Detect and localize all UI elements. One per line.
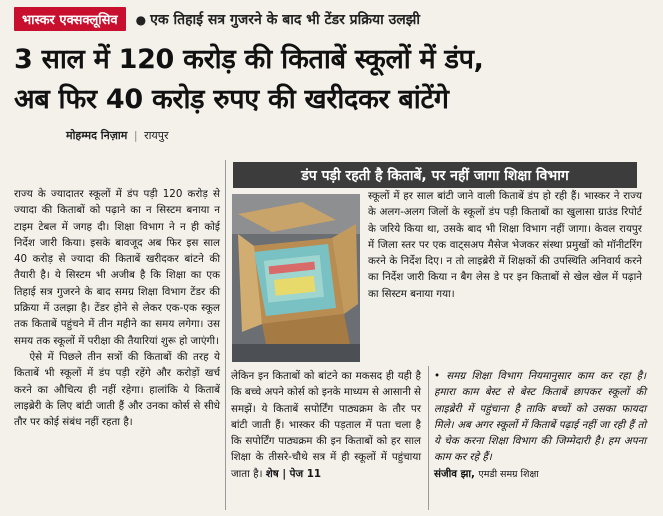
paragraph: राज्य के ज्यादातर स्कूलों में डंप पड़ी 120 करोड़ से ज्यादा की किताबों को पढ़ाने का न सिस्टम बनाया न टाइम टेबल में जगह दी। शिक्षा विभाग ने न ही कोई निर्देश जारी किया। इसके बावजूद अब फिर इस साल 40 करोड़ से ज्यादा की किताबें खरीदकर बांटने की तैयारी है। ये सिस्टम भी अजीब है कि शिक्षा का एक तिहाई सत्र गुजरने के बाद समग्र शिक्षा विभाग टेंडर की प्रक्रिया में उलझा है। टेंडर होने से लेकर एक-एक स्कूल तक किताबें पहुंचने में तीन महीने का समय लगेगा। उस समय तक स्कूलों में परीक्षा की तैयारियां शुरू हो जाएंगी। (14, 188, 220, 347)
paragraph (231, 368, 421, 482)
book-box-image (232, 194, 360, 362)
quote-author: संजीव झा, (434, 467, 475, 480)
quote-designation: एमडी समग्र शिक्षा (478, 468, 539, 480)
headline-line-2: अब फिर 40 करोड़ रुपए की खरीदकर बांटेंगे (14, 84, 449, 115)
article-column-1 (14, 186, 220, 430)
column-divider (225, 160, 226, 510)
byline-city: रायपुर (144, 129, 169, 142)
exclusive-badge: भास्कर एक्सक्लूसिव (14, 7, 126, 31)
official-quote-box (434, 368, 646, 483)
kicker-label: एक तिहाई सत्र गुजरने के बाद भी टेंडर प्रक्रिया उलझी (150, 11, 421, 28)
photo-book-box (232, 194, 360, 362)
article-column-2-bottom (231, 368, 421, 482)
headline-line-1: 3 साल में 120 करोड़ की किताबें स्कूलों में डंप, (14, 44, 484, 75)
byline (66, 128, 169, 143)
headline (14, 40, 654, 120)
paragraph: ऐसे में पिछले तीन सत्रों की किताबों की तरह ये किताबें भी स्कूलों में डंप पड़ी रहेंगे और करोड़ों खर्च करने का औचित्य ही नहीं रहेगा। हालांकि ये किताबें लाइब्रेरी के लिए बांटी जाती हैं और उनका कोर्स से सीधे तौर पर कोई संबंध नहीं रहता है। (14, 350, 220, 429)
column-divider (428, 366, 429, 510)
paragraph: स्कूलों में हर साल बांटी जाने वाली किताबें डंप हो रही हैं। भास्कर ने राज्य के अलग-अलग जिलों के स्कूलों डंप पड़ी किताबों का खुलासा ग्राउंड रिपोर्ट के जरिये किया था, उसके बाद भी शिक्षा विभाग नहीं जागा। केवल रायपुर में जिला स्तर पर एक वाट्सअप मैसेज भेजकर संस्था प्रमुखों को मॉनीटरिंग करने के निर्देश दिए। न तो लाइब्रेरी में शिक्षकों की उपस्थिति अनिवार्य करने का निर्देश जारी किया न बैग लेस डे पर इन किताबों से खेल खेल में पढ़ाने का सिस्टम बनाया गया। (368, 190, 642, 300)
paragraph-text: लेकिन इन किताबों को बांटने का मकसद ही यही है कि बच्चे अपने कोर्स को इनके माध्यम से आसानी से समझें। ये किताबें सपोर्टिंग पाठ्यक्रम के तौर पर बांटी जाती हैं। भास्कर की पड़ताल में पता चला है कि सपोर्टिंग पाठ्यक्रम की इन किताबों को हर साल शिक्षा के तीसरे-चौथे सत्र में ही स्कूलों में पहुंचाया जाता है। (231, 370, 421, 480)
byline-separator: | (133, 129, 138, 142)
quote-attribution (434, 466, 646, 483)
subheadline-bar: डंप पड़ी रहती है किताबें, पर नहीं जागा शिक्षा विभाग (233, 162, 637, 188)
bullet-icon: ● (135, 12, 147, 27)
continued-page-ref: शेष | पेज 11 (265, 467, 322, 480)
quote-text: • समग्र शिक्षा विभाग नियमानुसार काम कर रहा है। हमारा काम बेस्ट से बेस्ट किताबें छापकर स्कूलों की लाइब्रेरी में पहुंचाना है ताकि बच्चों को उसका फायदा मिले। अब अगर स्कूलों में किताबें पढ़ाई नहीं जा रही हैं तो ये चेक करना शिक्षा विभाग की जिम्मेदारी है। हम अपना काम कर रहे हैं। (434, 370, 646, 464)
kicker-text (136, 10, 420, 29)
byline-author: मोहम्मद निज़ाम (66, 129, 128, 142)
kicker-row (14, 6, 420, 32)
article-column-2-top (368, 188, 642, 302)
